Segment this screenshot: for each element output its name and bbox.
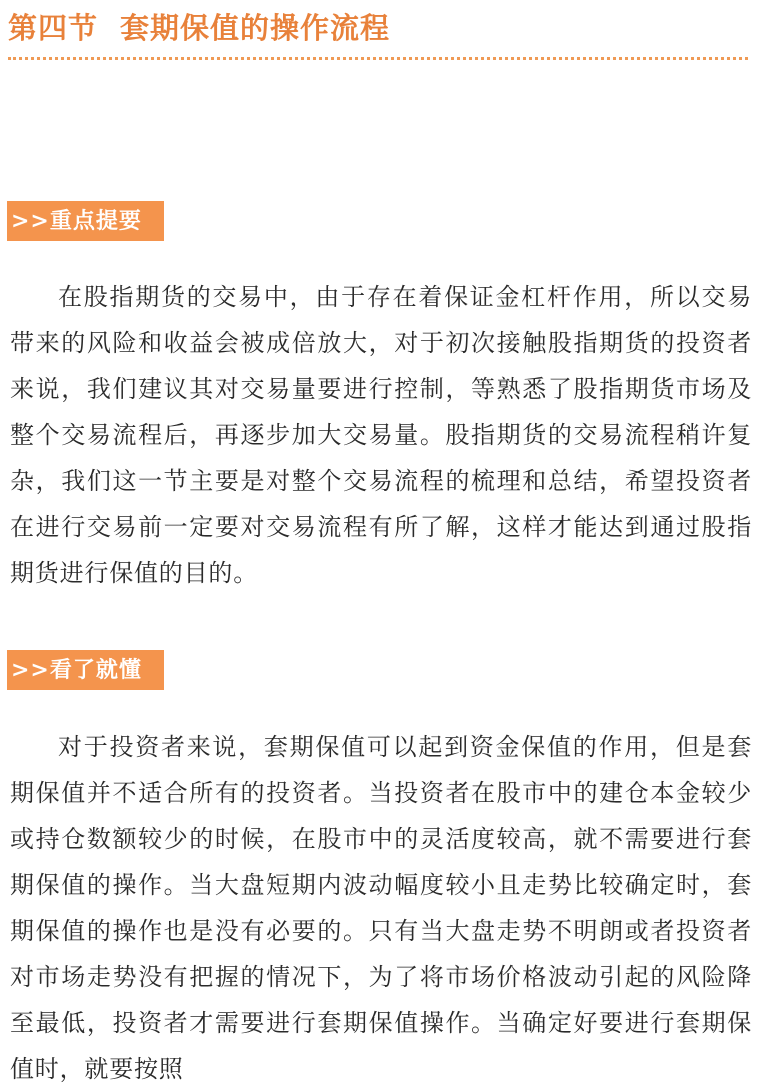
title-divider (8, 57, 748, 60)
key-points-paragraph: 在股指期货的交易中，由于存在着保证金杠杆作用，所以交易带来的风险和收益会被成倍放大，对于初次接触股指期货的投资者来说，我们建议其对交易量要进行控制，等熟悉了股指期货市场及整个交易流程后，再逐步加大交易量。股指期货的交易流程稍许复杂，我们这一节主要是对整个交易流程的梳理和总结，希望投资者在进行交易前一定要对交易流程有所了解，这样才能达到通过股指期货进行保值的目的。 (10, 283, 752, 587)
key-points-tag: >>重点提要 (7, 201, 164, 241)
section-title (8, 6, 390, 47)
explanation-tag: >>看了就懂 (7, 650, 164, 690)
explanation-paragraph: 对于投资者来说，套期保值可以起到资金保值的作用，但是套期保值并不适合所有的投资者。当投资者在股市中的建仓本金较少或持仓数额较少的时候，在股市中的灵活度较高，就不需要进行套期保值的操作。当大盘短期内波动幅度较小且走势比较确定时，套期保值的操作也是没有必要的。只有当大盘走势不明朗或者投资者对市场走势没有把握的情况下，为了将市场价格波动引起的风险降至最低，投资者才需要进行套期保值操作。当确定好要进行套期保值时，就要按照 (10, 733, 752, 1083)
section-number: 第四节 (8, 11, 99, 45)
section-title-text: 套期保值的操作流程 (120, 11, 391, 45)
